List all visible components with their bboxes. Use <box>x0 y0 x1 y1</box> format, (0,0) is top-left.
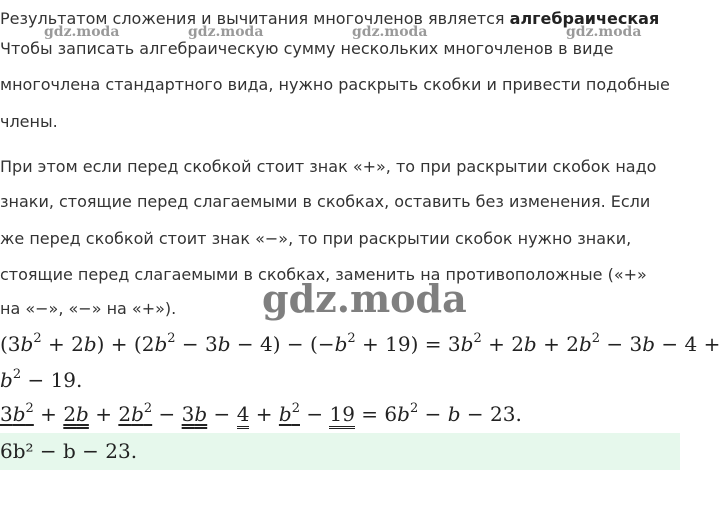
math-grouping-line: $3b^2 + 2b + 2b^2 - 3b - 4 + b^2 - 19 = 6b^2 - b - 23$. <box>0 402 522 426</box>
paragraph-1-line-2: многочлена стандартного вида, нужно раскрыть скобки и привести подобные <box>0 75 670 94</box>
watermark-2: gdz.moda <box>188 24 264 40</box>
watermark-1: gdz.moda <box>44 24 120 40</box>
definition-line <box>0 8 680 30</box>
paragraph-2-line-1: При этом если перед скобкой стоит знак «+», то при раскрытии скобок надо <box>0 157 657 176</box>
definition-bold: алгебраическая <box>509 9 660 28</box>
paragraph-2-line-4: стоящие перед слагаемыми в скобках, заменить на противоположные («+» <box>0 265 647 284</box>
math-expansion-line-2: $b^2 - 19$. <box>0 367 83 392</box>
paragraph-2-line-2: знаки, стоящие перед слагаемыми в скобках, оставить без изменения. Если <box>0 192 651 211</box>
math-expansion-line-1: $(3b^2 + 2b) + (2b^2 - 3b - 4) - (-b^2 + 19) = 3b^2 + 2b + 2b^2 - 3b - 4$ + <box>0 331 720 356</box>
watermark-3: gdz.moda <box>352 24 428 40</box>
definition-prefix: Результатом сложения и вычитания многочленов является <box>0 9 510 28</box>
paragraph-1-line-3: члены. <box>0 112 58 131</box>
paragraph-2-line-3: же перед скобкой стоит знак «−», то при раскрытии скобок нужно знаки, <box>0 229 632 248</box>
answer-expression: 6b² − b − 23. <box>0 439 138 463</box>
paragraph-1-line-1: Чтобы записать алгебраическую сумму нескольких многочленов в виде <box>0 39 614 58</box>
watermark-big: gdz.moda <box>262 276 467 321</box>
paragraph-2-line-5: на «−», «−» на «+»). <box>0 299 177 318</box>
watermark-4: gdz.moda <box>566 24 642 40</box>
